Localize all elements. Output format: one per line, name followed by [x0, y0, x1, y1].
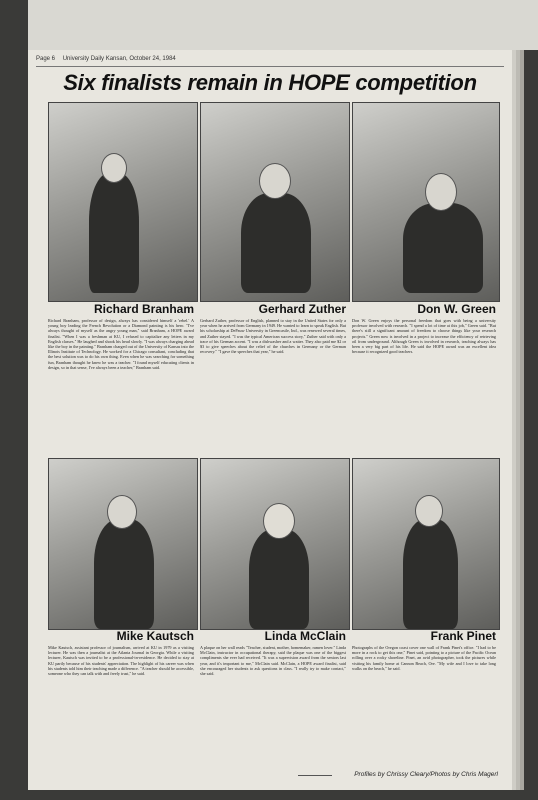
profile-text-pinet: Photographs of the Oregon coast cover one wall of Frank Pinet's office. "I had to be more in a rock to get this one," Pinet said, pointing to a picture of the Pacific Ocean rolling over a rocky shoreline. Pinet, an avid photographer, took the pictures while visiting his family home at Cannon Beach, Ore. "My wife and I love to take long walks on the beach," he said. [352, 645, 496, 671]
finalist-name-kautsch: Mike Kautsch [116, 629, 194, 643]
photo-mcclain [200, 458, 350, 630]
profile-text-mcclain: A plaque on her wall reads "Teacher, student, mother, homemaker, ramen lover." Linda McClain, instructor in occupational therapy, said the plaque was one of the biggest compliments she ever had received. "It was a supervision award from the seniors last year, and it's important to me," McClain said. McClain, a HOPE award finalist, said she encouraged her students to ask questions in class. "I really try to make contact," she said. [200, 645, 346, 677]
profile-text-branham: Richard Branham, professor of design, always has considered himself a 'rebel.' A young boy leading the French Revolution or a Diamond painting is his hero. "I've always thought of myself as the angry young man," said Branham, a HOPE award finalist. "When I was a freshman at KU, I refused to capitalize any letters in my English classes." He laughed and shook his head slowly. "I was always charging ahead like the boy in the painting." Branham charged out of the University of Kansas into the Illinois Institute of Technology. He worked for a Chicago consultant, concluding that the best solution was to do his own thing. Even when he was searching for something fun, Branham thought he knew he was a teacher. "I found myself educating clients in design, so in that sense, I've always been a teacher," Branham said. [48, 318, 194, 370]
photo-zuther [200, 102, 350, 302]
profile-text-zuther: Gerhard Zuther, professor of English, planned to stay in the United States for only a year when he arrived from Germany in 1949. He wanted to learn to speak English. But his scholarship at DePauw University in Greencastle, Ind., was renewed several times, and Zuther stayed. "I was the typical American success story," Zuther said with only a trace of his German accent. "I was a dishwasher and a waiter. They also paid me $2 or $3 to give speeches about the relief of the churches in Germany or the German recovery." "I gave the speeches that year," he said. [200, 318, 346, 355]
profile-text-green: Don W. Green enjoys the personal freedom that goes with being a university professor involved with research. "I spend a lot of time at this job," Green said. "But there's still a significant amount of freedom to choose things like your research projects." Green now is involved in a project to increase the efficiency of retrieving oil from underground. Although Green is involved in research, teaching always has been a very big part of his life. He said the HOPE award was an excellent idea because it recognized good teachers. [352, 318, 496, 355]
profile-text-kautsch: Mike Kautsch, assistant professor of journalism, arrived at KU in 1979 as a visiting lecturer. He was then a journalist at the Atlanta Journal in Georgia. While a visiting lecturer, Kautsch was invited to be a professional-in-residence. He decided to stay at KU partly because of his students' appreciation. The highlight of his career was when his students told him their teaching made a difference. "A teacher should be accessible, someone who they can talk with and freely trust," he said. [48, 645, 194, 677]
finalist-name-branham: Richard Branham [93, 302, 194, 316]
page-number: Page 6 [36, 56, 56, 62]
finalist-name-zuther: Gerhard Zuther [258, 302, 346, 316]
finalist-name-pinet: Frank Pinet [430, 629, 496, 643]
photo-credit: Profiles by Chrissy Cleary/Photos by Chris Magerl [354, 771, 498, 778]
finalist-name-mcclain: Linda McClain [264, 629, 346, 643]
credit-rule [298, 775, 332, 776]
headline: Six finalists remain in HOPE competition [63, 70, 477, 95]
paper-dateline: University Daily Kansan, October 24, 1984 [62, 56, 176, 62]
finalist-name-green: Don W. Green [417, 302, 496, 316]
photo-kautsch [48, 458, 198, 630]
newspaper-page [28, 50, 512, 790]
photo-green [352, 102, 500, 302]
folio-line [36, 56, 504, 67]
newspaper-stack-top [28, 0, 538, 50]
photo-branham [48, 102, 198, 302]
photo-pinet [352, 458, 500, 630]
